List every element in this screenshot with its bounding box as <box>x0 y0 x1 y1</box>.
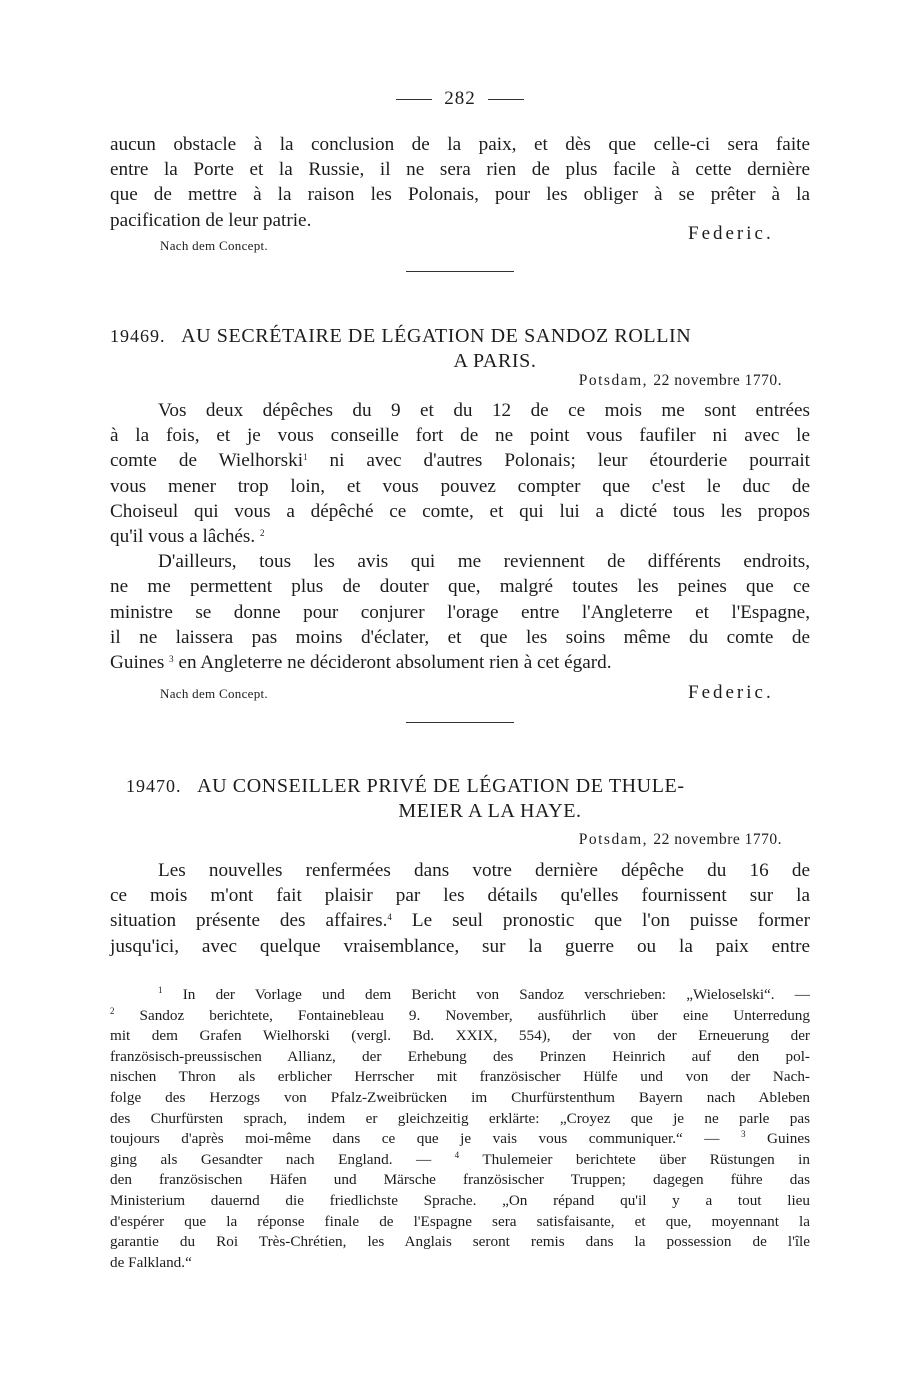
place: Potsdam, <box>578 372 649 389</box>
footnote-line: nischen Thron als erblicher Herrscher mit französischer Hülfe und von der Nach- <box>110 1068 810 1086</box>
footnote-marker: 1 <box>303 452 308 463</box>
text-line: comte de Wielhorski$^1$ ni avec d'autres Polonais; leur étourderie pourrait <box>110 450 810 472</box>
footnotes <box>110 985 810 1273</box>
continuation-paragraph <box>110 132 810 233</box>
footnote-line: des Churfürsten sprach, indem er gleichzeitig erklärte: „Croyez que je ne parle pas <box>110 1109 810 1127</box>
footnote-marker: 4 <box>387 912 392 923</box>
text-line: que de mettre à la raison les Polonais, pour les obliger à se prêter à la <box>110 184 810 206</box>
footnote-line: Ministerium dauernd die friedlichste Sprache. „On répand qu'il y a tout lieu <box>110 1191 810 1209</box>
section-divider <box>406 271 514 272</box>
text-line: jusqu'ici, avec quelque vraisemblance, sur la guerre ou la paix entre <box>110 935 810 957</box>
page-number-dash-left <box>396 99 432 100</box>
text-line: Les nouvelles renfermées dans votre dernière dépêche du 16 de <box>158 860 810 881</box>
source-note: Nach dem Concept. <box>160 238 268 253</box>
signature: Federic. <box>688 682 774 703</box>
text-line: vous mener trop loin, et vous pouvez compter que c'est le duc de <box>110 475 810 497</box>
place-date <box>579 372 782 390</box>
page-number: 282 <box>110 88 810 110</box>
text-line: Choiseul qui vous a dépêché ce comte, et qui lui a dicté tous les propos <box>110 500 810 522</box>
text-line: il ne laissera pas moins d'éclater, et que les soins même du comte de <box>110 626 810 648</box>
text-line: pacification de leur patrie. <box>110 209 312 231</box>
text-line: D'ailleurs, tous les avis qui me reviennent de différents endroits, <box>158 551 810 573</box>
letter-heading-line: A PARIS. <box>453 350 537 372</box>
text-line: à la fois, et je vous conseille fort de ne point vous faufiler ni avec le <box>110 425 810 447</box>
footnote-line: d'espérer que la réponse finale de l'Espagne sera satisfaisante, et que, moyennant la <box>110 1212 810 1230</box>
page-number-dash-right <box>488 99 524 100</box>
letter-number: 19469. <box>110 326 166 346</box>
footnote-line: de Falkland.“ <box>110 1253 192 1271</box>
footnote-number: 2 <box>110 1005 115 1016</box>
date: 22 novembre 1770. <box>653 831 782 848</box>
text-line: ne me permettent plus de douter que, malgré toutes les peines que ce <box>110 576 810 598</box>
footnote-number: 3 <box>740 1129 746 1140</box>
footnote-number: 1 <box>158 985 163 995</box>
place: Potsdam, <box>578 831 649 848</box>
letter-heading <box>110 774 810 824</box>
footnote-line: mit dem Grafen Wielhorski (vergl. Bd. XXIX, 554), der von der Erneuerung der <box>110 1027 810 1045</box>
letter-paragraph <box>110 858 810 959</box>
source-note: Nach dem Concept. <box>160 686 268 701</box>
footnote-line: $^2$ Sandoz berichtete, Fontainebleau 9. November, ausführlich über eine Unterredung <box>110 1005 810 1024</box>
signature: Federic. <box>688 223 774 244</box>
footnote-line: toujours d'après moi-même dans ce que je vais vous communiquer.“ — $^3$ Guines <box>110 1129 811 1148</box>
letter-heading-line: AU CONSEILLER PRIVÉ DE LÉGATION DE THULE- <box>197 775 685 797</box>
letter-paragraph <box>110 398 810 675</box>
footnote-marker: 2 <box>260 528 265 539</box>
text-line: situation présente des affaires.$^4$ Le seul pronostic que l'on puisse former <box>110 910 810 932</box>
letter-number: 19470. <box>126 776 182 796</box>
section-divider <box>406 722 514 723</box>
letter-heading-line: MEIER A LA HAYE. <box>398 800 582 822</box>
footnote-line: ging als Gesandter nach England. — $^4$ Thulemeier berichtete über Rüstungen in <box>110 1149 810 1168</box>
place-date <box>579 831 782 849</box>
footnote-line: den französischen Häfen und Märsche französischer Truppen; dagegen führe das <box>110 1171 810 1189</box>
text-line: qu'il vous a lâchés. $^2$ <box>110 526 265 548</box>
text-line: Guines $^3$ en Angleterre ne décideront absolument rien à cet égard. <box>110 652 612 674</box>
text-line: entre la Porte et la Russie, il ne sera rien de plus facile à cette dernière <box>110 159 810 181</box>
letter-heading <box>110 324 810 374</box>
footnote-number: 4 <box>454 1149 460 1160</box>
text-line: Vos deux dépêches du 9 et du 12 de ce mois me sont entrées <box>158 400 810 421</box>
footnote-marker: 3 <box>169 654 174 665</box>
footnote-line: folge des Herzogs von Pfalz-Zweibrücken im Churfürstenthum Bayern nach Ableben <box>110 1088 810 1106</box>
text-line: ministre se donne pour conjurer l'orage entre l'Angleterre et l'Espagne, <box>110 601 810 623</box>
footnote-line: garantie du Roi Très-Chrétien, les Anglais seront remis dans la possession de l'île <box>110 1233 810 1251</box>
footnote-line: französisch-preussischen Allianz, der Erhebung des Prinzen Heinrich auf den pol- <box>110 1047 810 1065</box>
letter-heading-line: AU SECRÉTAIRE DE LÉGATION DE SANDOZ ROLLIN <box>181 325 692 347</box>
text-line: aucun obstacle à la conclusion de la paix, et dès que celle-ci sera faite <box>110 134 810 155</box>
footnote-line: $^1$ In der Vorlage und dem Bericht von Sandoz verschrieben: „Wieloselski“. — <box>158 985 810 1003</box>
text-line: ce mois m'ont fait plaisir par les détails qu'elles fournissent sur la <box>110 885 810 907</box>
date: 22 novembre 1770. <box>653 372 782 389</box>
